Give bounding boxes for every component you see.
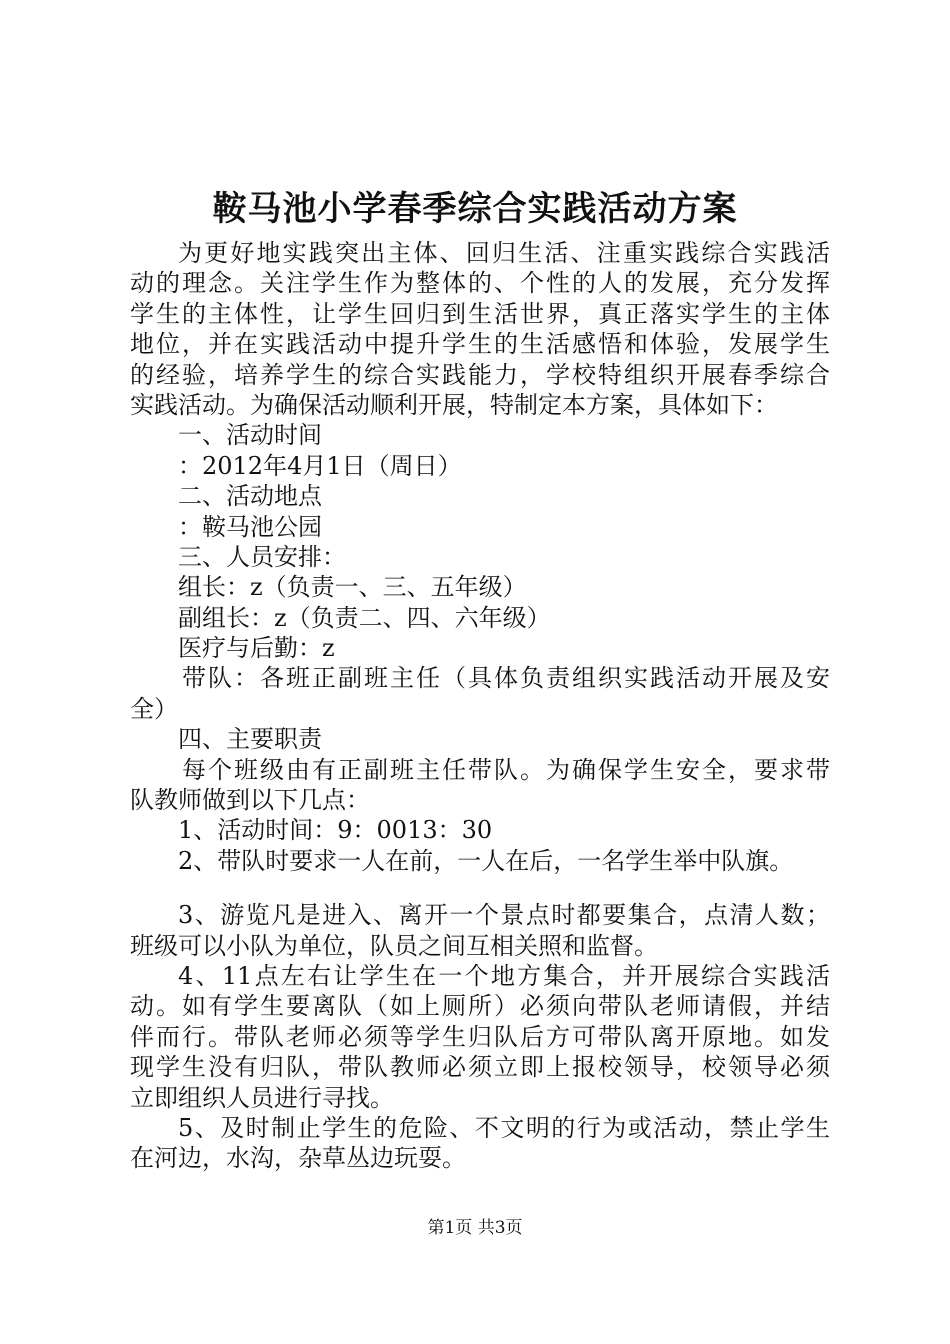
paragraph-line: 全） [130,694,178,723]
section-heading: 一、活动时间 [178,421,322,450]
paragraph-line: 实践活动。为确保活动顺利开展，特制定本方案，具体如下： [130,390,778,419]
list-item: 3、游览凡是进入、离开一个景点时都要集合，点清人数； [178,901,830,930]
list-item: 4、11点左右让学生在一个地方集合，并开展综合实践活 [178,961,830,990]
page-number-footer: 第1页 共3页 [427,1218,523,1238]
blank-line [130,876,830,900]
section-heading: 二、活动地点 [178,482,322,511]
paragraph-line: 为更好地实践突出主体、回归生活、注重实践综合实践活 [178,239,830,267]
document-body [130,238,830,1174]
paragraph-line: 学生的主体性，让学生回归到生活世界，真正落实学生的主体 [130,299,830,328]
list-item: 2、带队时要求一人在前，一人在后，一名学生举中队旗。 [178,846,794,875]
paragraph-line: 现学生没有归队，带队教师必须立即上报校领导，校领导必须 [130,1053,830,1082]
paragraph-line: 医疗与后勤：z [178,634,335,663]
paragraph-line: 的经验，培养学生的综合实践能力，学校特组织开展春季综合 [130,360,830,389]
paragraph-line: 队教师做到以下几点： [130,786,370,815]
paragraph-line: 立即组织人员进行寻找。 [130,1083,394,1112]
list-item: 5、及时制止学生的危险、不文明的行为或活动，禁止学生 [178,1113,830,1142]
paragraph-line: 地位，并在实践活动中提升学生的生活感悟和体验，发展学生 [130,330,830,359]
paragraph-line: 带队：各班正副班主任（具体负责组织实践活动开展及安 [182,664,830,693]
paragraph-line: 伴而行。带队老师必须等学生归队后方可带队离开原地。如发 [130,1022,830,1051]
paragraph-line: ：2012年4月1日（周日） [178,451,462,480]
paragraph-line: 在河边，水沟，杂草丛边玩耍。 [130,1144,466,1173]
paragraph-line: 副组长：z（负责二、四、六年级） [178,603,551,632]
paragraph-line: 每个班级由有正副班主任带队。为确保学生安全，要求带 [182,755,830,784]
list-item: 1、活动时间：9：0013：30 [178,816,493,845]
section-heading: 四、主要职责 [178,725,322,754]
paragraph-line: 班级可以小队为单位，队员之间互相关照和监督。 [130,931,658,960]
paragraph-line: 动的理念。关注学生作为整体的、个性的人的发展，充分发挥 [130,269,830,298]
paragraph-line: 动。如有学生要离队（如上厕所）必须向带队老师请假，并结 [130,992,830,1021]
paragraph-line: ：鞍马池公园 [178,512,322,541]
paragraph-line: 组长：z（负责一、三、五年级） [178,573,527,602]
section-heading: 三、人员安排： [178,542,346,571]
document-title: 鞍马池小学春季综合实践活动方案 [212,189,738,229]
